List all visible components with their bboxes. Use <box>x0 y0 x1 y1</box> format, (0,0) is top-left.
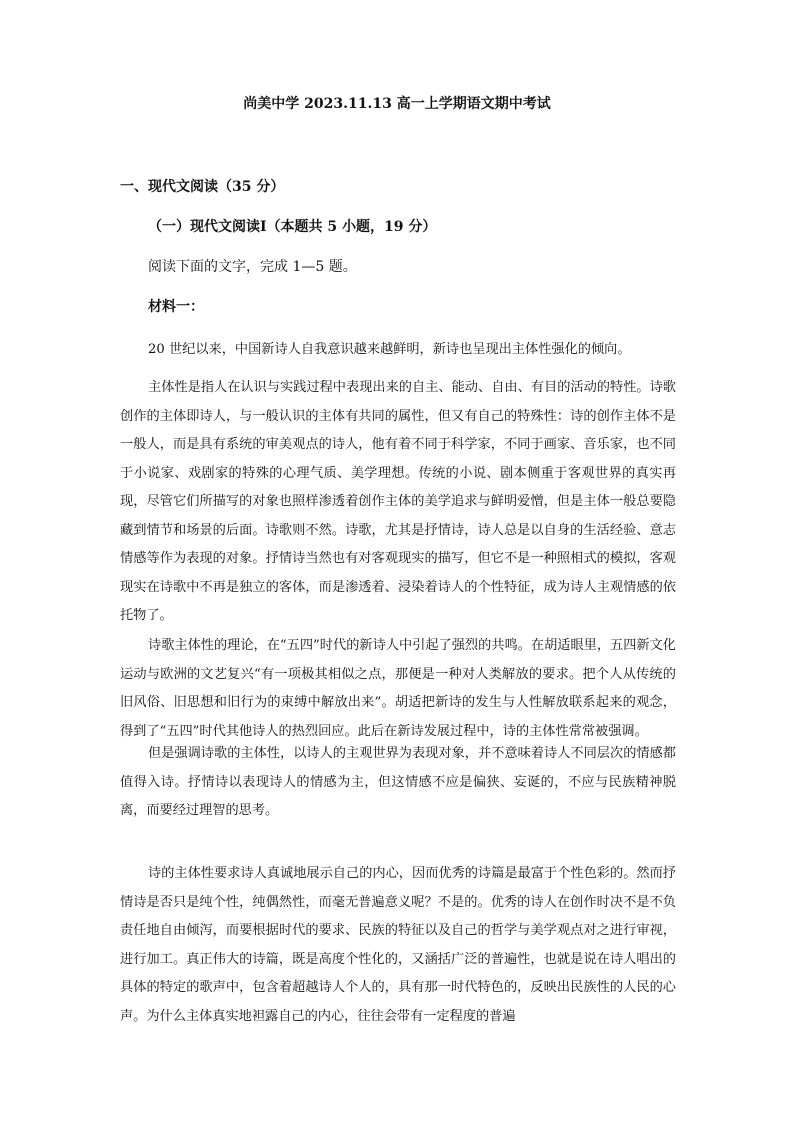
paragraph-3: 诗歌主体性的理论，在“五四”时代的新诗人中引起了强烈的共鸣。在胡适眼里，五四新文化运动与欧洲的文艺复兴“有一项极其相似之点，那便是一种对人类解放的要求。把个人从传统的旧风俗、旧思想和旧行为的束缚中解放出来”。胡适把新诗的发生与人性解放联系起来的观念，得到了“五四”时代其他诗人的热烈回应。此后在新诗发展过程中，诗的主体性常常被强调。 <box>120 638 676 739</box>
reading-instruction: 阅读下面的文字，完成 1—5 题。 <box>148 259 357 275</box>
paragraph-5: 诗的主体性要求诗人真诚地展示自己的内心，因而优秀的诗篇是最富于个性色彩的。然而抒情诗是否只是纯个性，纯偶然性，而毫无普遍意义呢？不是的。优秀的诗人在创作时决不是不负责任地自由倾泻，而要根据时代的要求、民族的特征以及自己的哲学与美学观点对之进行审视，进行加工。真正伟大的诗篇，既是高度个性化的，又涵括广泛的普遍性，也就是说在诗人唱出的具体的特定的歌声中，包含着超越诗人个人的，具有那一时代特色的，反映出民族性的人民的心声。为什么主体真实地袒露自己的内心，往往会带有一定程度的普遍 <box>120 866 676 1024</box>
material-label: 材料一： <box>148 299 204 315</box>
sub-heading: （一）现代文阅读Ⅰ（本题共 5 小题，19 分） <box>148 219 437 235</box>
exam-title: 尚美中学 2023.11.13 高一上学期语文期中考试 <box>243 96 551 112</box>
paragraph-2: 主体性是指人在认识与实践过程中表现出来的自主、能动、自由、有目的活动的特性。诗歌创作的主体即诗人，与一般认识的主体有共同的属性，但又有自己的特殊性：诗的创作主体不是一般人，而是具有系统的审美观点的诗人，他有着不同于科学家，不同于画家、音乐家，也不同于小说家、戏剧家的特殊的心理气质、美学理想。传统的小说、剧本侧重于客观世界的真实再现，尽管它们所描写的对象也照样渗透着创作主体的美学追求与鲜明爱憎，但是主体一般总要隐藏到情节和场景的后面。诗歌则不然。诗歌，尤其是抒情诗，诗人总是以自身的生活经验、意志情感等作为表现的对象。抒情诗当然也有对客观现实的描写，但它不是一种照相式的模拟，客观现实在诗歌中不再是独立的客体，而是渗透着、浸染着诗人的个性特征，成为诗人主观情感的依托物了。 <box>120 380 676 623</box>
paragraph-4: 但是强调诗歌的主体性，以诗人的主观世界为表现对象，并不意味着诗人不同层次的情感都值得入诗。抒情诗以表现诗人的情感为主，但这情感不应是偏狭、妄诞的，不应与民族精神脱离，而要经过理智的思考。 <box>120 746 676 818</box>
paragraph-1: 20 世纪以来，中国新诗人自我意识越来越鲜明，新诗也呈现出主体性强化的倾向。 <box>148 342 631 357</box>
section-heading: 一、现代文阅读（35 分） <box>120 179 285 195</box>
